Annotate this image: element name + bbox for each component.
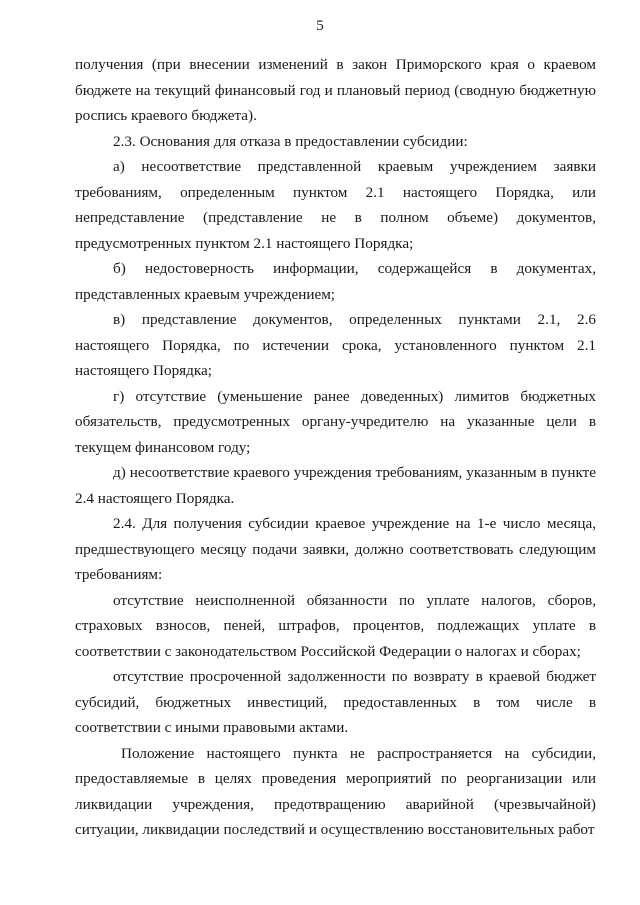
paragraph-requirement-taxes: отсутствие неисполненной обязанности по уплате налогов, сборов, страховых взносов, пеней, штрафов, процентов, подлежащих уплате в соответствии с законодательством Российской Федерации о налогах и сборах; [75, 591, 596, 660]
paragraph-requirement-debt: отсутствие просроченной задолженности по возврату в краевой бюджет субсидий, бюджетных инвестиций, предоставленных в том числе в соответствии с иными правовыми актами. [75, 668, 596, 736]
paragraph-section-2-4: 2.4. Для получения субсидии краевое учреждение на 1-е число месяца, предшествующего месяцу подачи заявки, должно соответствовать следующим требованиям: [75, 515, 596, 583]
paragraph-item-v: в) представление документов, определенных пунктами 2.1, 2.6 настоящего Порядка, по истечении срока, установленного пунктом 2.1 настоящего Порядка; [75, 311, 596, 379]
paragraph-item-b: б) недостоверность информации, содержащейся в документах, представленных краевым учреждением; [75, 260, 596, 303]
paragraph-item-a: а) несоответствие представленной краевым учреждением заявки требованиям, определенным пунктом 2.1 настоящего Порядка, или непредставление (представление не в полном объеме) документов, предусмотренных пунктом 2.1 настоящего Порядка; [75, 158, 596, 252]
paragraph-section-2-3: 2.3. Основания для отказа в предоставлении субсидии: [113, 132, 468, 150]
paragraph-exception: Положение настоящего пункта не распространяется на субсидии, предоставляемые в целях проведения мероприятий по реорганизации или ликвидации учреждения, предотвращению аварийной (чрезвычайной) ситуации, ликвидации последствий и осуществлению восстановительных работ [75, 744, 596, 838]
paragraph-continuation: получения (при внесении изменений в закон Приморского края о краевом бюджете на текущий финансовый год и плановый период (сводную бюджетную роспись краевого бюджета). [75, 56, 596, 124]
paragraph-item-d: д) несоответствие краевого учреждения требованиям, указанным в пункте 2.4 настоящего Порядка. [75, 464, 596, 507]
document-body [75, 52, 596, 843]
page-number: 5 [316, 18, 324, 34]
paragraph-item-g: г) отсутствие (уменьшение ранее доведенных) лимитов бюджетных обязательств, предусмотренных органу-учредителю на указанные цели в текущем финансовом году; [75, 387, 596, 456]
